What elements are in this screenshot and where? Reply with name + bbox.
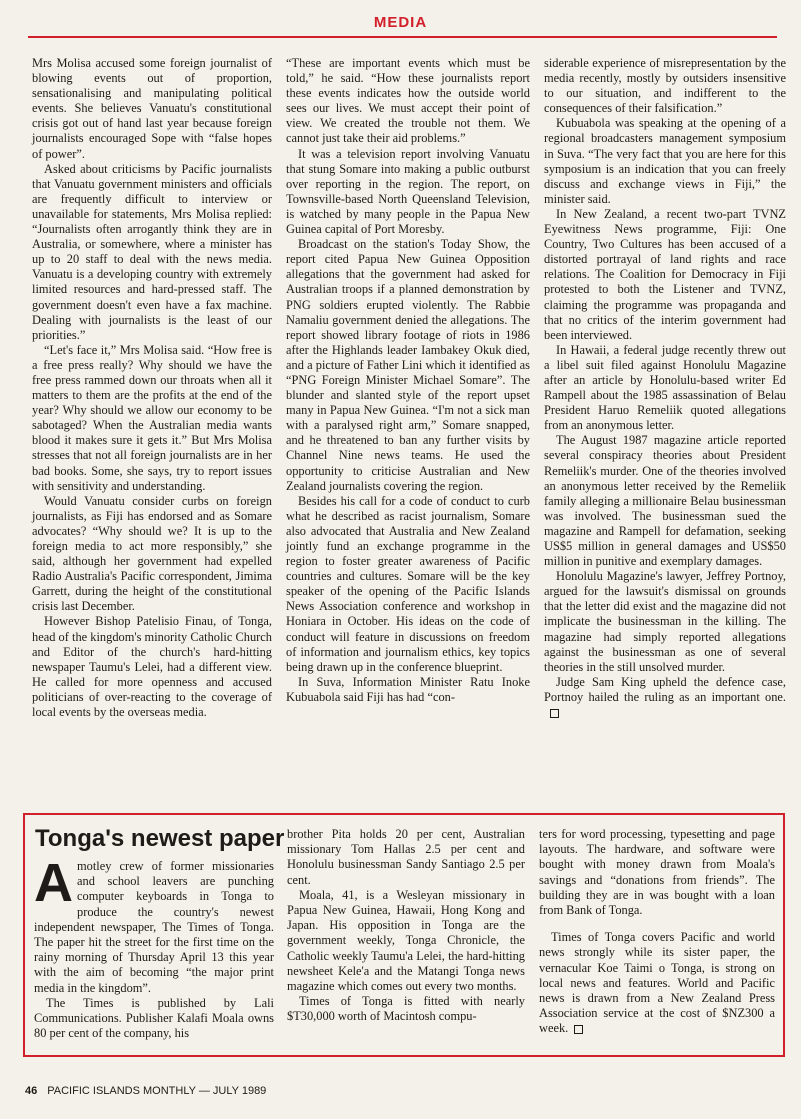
article-paragraph: Honolulu Magazine's lawyer, Jeffrey Portnoy, argued for the lawsuit's dismissal on grounds that the letter did exist and the magazine did not implicate the businessman in the killing. The magazine had simply reported allegations against the businessman as one of several theories in the still unsolved murder.	[544, 569, 786, 674]
sidebar-column-1	[34, 853, 274, 1041]
article-paragraph: In New Zealand, a recent two-part TVNZ Eyewitness News programme, Fiji: One Country, Two Cultures has been accused of a distorted portrayal of land rights and race relations. The Coalition for Democracy in Fiji protested to both the Listener and TVNZ, claiming the programme was propaganda and that no critics of the interim government had been interviewed.	[544, 206, 786, 342]
article-paragraph-text: Judge Sam King upheld the defence case, Portnoy hailed the ruling as an important one.	[544, 674, 786, 704]
article-paragraph: Kubuabola was speaking at the opening of a regional broadcasters management symposium in Suva. “The very fact that you are here for this symposium is an indication that you can freely discuss and exchange views in Fiji,” the minister said.	[544, 116, 786, 206]
page-number: 46	[25, 1085, 38, 1097]
header-rule	[28, 36, 777, 38]
sidebar-paragraph-text: Times of Tonga covers Pacific and world news strongly while its sister paper, the vernacular Koe Taimi o Tonga, is strong on local news and features. World and Pacific news is drawn from a New Zealand Press Association service at the cost of $NZ300 a week.	[539, 930, 775, 1036]
article-paragraph: It was a television report involving Vanuatu that stung Somare into making a public outburst over reporting in the region. The report, on Townsville-based North Queensland Television, is watched by many people in the Papua New Guinea capital of Port Moresby.	[286, 146, 530, 237]
article-paragraph: Asked about criticisms by Pacific journalists that Vanuatu government ministers and officials are frequently difficult to interview or unavailable for statements, Mrs Molisa replied: “Journalists often arrogantly think they are in Australia, or somewhere, where a minister has up to 20 staff to deal with the news media. Vanuatu is a developing country with extremely limited resources and hard-pressed staff. The government doesn't even have a fax machine. Dealing with journalists is the least of our priorities.”	[32, 161, 272, 342]
sidebar-paragraph: Times of Tonga is fitted with nearly $T30,000 worth of Macintosh compu-	[287, 994, 525, 1024]
page-header	[0, 0, 801, 40]
article-paragraph: In Hawaii, a federal judge recently threw out a libel suit filed against Honolulu Magazine after an article by Honolulu-based writer Ed Rampell about the 1985 assassination of Belau President Haruo Remeliik quoted allegations from an anonymous letter.	[544, 342, 786, 433]
sidebar-column-3	[539, 827, 775, 1037]
end-mark-icon	[550, 709, 559, 718]
article-column-3	[544, 56, 786, 720]
article-paragraph: Mrs Molisa accused some foreign journalist of blowing events out of proportion, sensationalising and manipulating political events. She believes Vanuatu's constitutional crisis got out of hand last year because foreign journalists encouraged Sope with “false hopes of power”.	[32, 56, 272, 161]
sidebar-first-paragraph	[34, 853, 274, 996]
sidebar-paragraph: Moala, 41, is a Wesleyan missionary in Papua New Guinea, Hawaii, Hong Kong and Japan. His opposition in Tonga are the government weekly, Tonga Chronicle, the Catholic weekly Taumu'a Lelei, the hard-hitting newsheet Kele'a and the Matangi Tonga news magazine which comes out every two months.	[287, 887, 525, 994]
article-paragraph: “These are important events which must be told,” he said. “How these journalists report these events indicates how the outside world sees our lives. We must accept their point of view. We created the trouble not them. We cannot just take their aid problems.”	[286, 56, 530, 146]
article-paragraph: However Bishop Patelisio Finau, of Tonga, head of the kingdom's minority Catholic Church and Editor of the church's hard-hitting newspaper Taumu's Lelei, had a different view. He called for more openness and accused politicians of over-reacting to the coverage of local events by the overseas media.	[32, 614, 272, 720]
section-label: MEDIA	[373, 14, 428, 31]
article-column-1	[32, 56, 272, 720]
sidebar-box	[23, 813, 785, 1057]
article-column-2	[286, 56, 530, 705]
article-final-paragraph	[544, 675, 786, 720]
article-paragraph: Broadcast on the station's Today Show, the report cited Papua New Guinea Opposition allegations that the government had asked for Australian troops if a planned demonstration by PNG soldiers erupted violently. The Rabbie Namaliu government denied the allegations. The report showed library footage of riots in 1986 after the Highlands leader Iambakey Okuk died, and a picture of Father Lini which it identified as “PNG Foreign Minister Michael Somare”. The blunder and slanted style of the report upset many in Papua New Guinea. “I'm not a sick man with a paralysed right arm,” Somare snapped, and he threatened to ban any further visits by Channel Nine news teams. He used the opportunity to criticise Australian and New Zealand journalists covering the region.	[286, 237, 530, 493]
article-paragraph: “Let's face it,” Mrs Molisa said. “How free is a free press really? Why should we have the free press rammed down our throats when all it matters to them are the profits at the end of the year? Why should we allow our economy to be sabotaged? When the Australian media wants blood it makes sure it gets it.” But Mrs Molisa stresses that not all foreign journalists are in her bad books. Some, she says, try to report issues with sensitivity and understanding.	[32, 342, 272, 493]
publication-line: PACIFIC ISLANDS MONTHLY — JULY 1989	[47, 1085, 267, 1097]
drop-cap: A	[34, 853, 73, 913]
article-paragraph: Would Vanuatu consider curbs on foreign journalists, as Fiji has endorsed and as Somare advocates? “Why should we? It is up to the foreign media to act more responsibly,” she said, although her government had expelled Radio Australia's Pacific correspondent, Jimima Garrett, during the height of the constitutional crisis last December.	[32, 493, 272, 614]
page-footer	[25, 1085, 266, 1097]
sidebar-paragraph-text: motley crew of former missionaries and school leavers are punching computer keyboards in Tonga to produce the country's newest independent newspaper, The Times of Tonga. The paper hit the street for the first time on the rainy morning of Thursday April 13 this year with the aim of becoming “the major print media in the kingdom”.	[34, 859, 274, 995]
sidebar-column-2	[287, 827, 525, 1025]
sidebar-paragraph: brother Pita holds 20 per cent, Australian missionary Tom Hallas 2.5 per cent and Honolulu businessman Sandy Santiago 2.5 per cent.	[287, 827, 525, 887]
article-paragraph: The August 1987 magazine article reported several conspiracy theories about President Remeliik's murder. One of the theories involved an anonymous letter received by the Remeliik family alleging a millionaire Belau businessman was involved. The businessman sued the magazine and Rampell for defamation, seeking US$5 million in general damages and US$50 million in punitive and exemplary damages.	[544, 433, 786, 569]
end-mark-icon	[574, 1025, 583, 1034]
sidebar-title: Tonga's newest paper	[35, 825, 285, 852]
sidebar-final-paragraph	[539, 930, 775, 1036]
sidebar-paragraph: ters for word processing, typesetting and page layouts. The hardware, and software were bought with money drawn from Moala's savings and “donations from friends”. The building they are in was bought with a loan from Bank of Tonga.	[539, 827, 775, 918]
article-paragraph: In Suva, Information Minister Ratu Inoke Kubuabola said Fiji has had “con-	[286, 674, 530, 704]
sidebar-paragraph: The Times is published by Lali Communications. Publisher Kalafi Moala owns 80 per cent of the company, his	[34, 995, 274, 1041]
article-paragraph: Besides his call for a code of conduct to curb what he described as racist journalism, Somare also advocated that Australia and New Zealand jointly fund an exchange programme in the region to foster greater awareness of Pacific countries and cultures. Somare will be the key speaker of the opening of the Pacific Islands News Association conference and workshop in Honiara in October. His ideas on the code of conduct will feature in discussions on freedom of information and journalism ethics, key topics being drawn up in the conference blueprint.	[286, 493, 530, 674]
article-paragraph: siderable experience of misrepresentation by the media recently, mostly by outsiders insensitive to our situation, and indifferent to the consequences of their falsification.”	[544, 56, 786, 116]
